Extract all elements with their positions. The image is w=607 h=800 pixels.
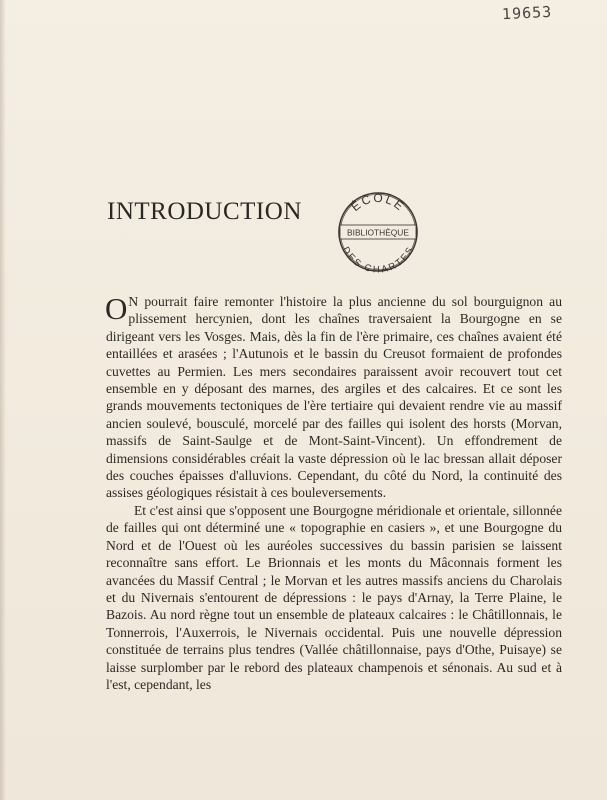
paragraph-2: Et c'est ainsi que s'opposent une Bourgogne méridionale et orientale, sillonnée de failles qui ont déterminé une « topographie en casiers », et une Bourgogne du Nord et de l'Ouest où les auréoles successives du bassin parisien se laissent reconnaître sans effort. Le Brionnais et les monts du Mâconnais forment les avancées du Massif Central ; le Morvan et les autres massifs anciens du Charolais et du Nivernais s'entourent de dépressions : le pays d'Arnay, la Terre Plaine, le Bazois. Au nord règne tout un ensemble de plateaux calcaires : le Châtillonnais, le Tonnerrois, l'Auxerrois, le Nivernais occidental. Puis une nouvelle dépression constituée de terrains plus tendres (Vallée châtillonnaise, pays d'Othe, Puisaye) se laisse surplomber par le rebord des plateaux champenois et sénonais. Au sud et à l'est, cependant, les xyxy=(106,502,562,692)
page-title: INTRODUCTION xyxy=(107,198,302,225)
stamp-middle-text: BIBLIOTHÈQUE xyxy=(347,227,409,238)
stamp-top-text: ÉCOLE xyxy=(348,190,408,215)
library-stamp xyxy=(336,190,420,274)
paragraph-1 xyxy=(106,293,562,502)
stamp-seal-icon xyxy=(336,190,420,274)
first-word-rest: N xyxy=(128,294,139,309)
stamp-bottom-text: DES CHARTES xyxy=(339,245,417,274)
handwritten-shelf-number: 19653 xyxy=(501,2,553,24)
drop-cap: O xyxy=(105,291,128,326)
introduction-body xyxy=(106,293,562,693)
paragraph-1-text: pourrait faire remonter l'histoire la plus ancienne du sol bourguignon au plissement hercynien, dont les chaînes traversaient la Bourgogne en se dirigeant vers les Vosges. Mais, dès la fin de l'ère primaire, ces chaînes avaient été entaillées et arasées ; l'Autunois et le bassin du Creusot formaient de profondes cuvettes au Permien. Les mers secondaires paraissent avoir recouvert tout cet ensemble en y déposant des marnes, des argiles et des calcaires. Et ce sont les grands mouvements tectoniques de l'ère tertiaire qui devaient rendre vie au massif ancien soulevé, bousculé, morcelé par des failles qui isolent des horsts (Morvan, massifs de Saint-Saulge et de Mont-Saint-Vincent). Un effondrement de dimensions considérables créait la vaste dépression où le lac bressan allait déposer des couches épaisses d'alluvions. Cependant, du côté du Nord, la continuité des assises géologiques résistait à ces bouleversements. xyxy=(106,294,562,501)
page-binding-shadow xyxy=(0,0,6,800)
